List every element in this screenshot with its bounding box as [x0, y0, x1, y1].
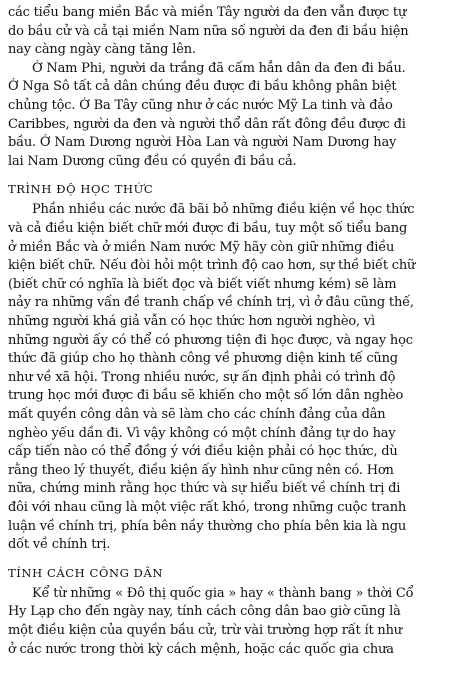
text-line: trung học mới được đi bầu sẽ khiến cho một số lớn dân nghèo [8, 388, 404, 404]
text-line: ở miền Bắc và ở miền Nam nước Mỹ hãy còn giữ những điều [8, 239, 395, 255]
section-heading: TRÌNH ĐỘ HỌC THỨC [8, 182, 154, 197]
text-line: luận về chính trị, phía bên nầy thường cho phía bên kia là ngu [8, 518, 406, 534]
text-line: ở các nước trong thời kỳ cách mệnh, hoặc các quốc gia chưa [8, 641, 394, 657]
paragraph-first-line: Kể từ những « Đô thị quốc gia » hay « thành bang » thời Cổ [32, 585, 414, 601]
text-line: những người khá giả vẫn có học thức hơn người nghèo, vì [8, 314, 375, 329]
paragraph-first-line: Ở Nam Phi, người da trắng đã cấm hẳn dân da đen đi bầu. [32, 60, 406, 76]
text-line: dốt về chính trị. [8, 537, 111, 553]
text-line: (biết chữ có nghĩa là biết đọc và biết viết nhưng kém) sẽ làm [8, 276, 397, 292]
text-line: và cả điều kiện biết chữ mới được đi bầu, tuy một số tiểu bang [8, 221, 408, 236]
text-line: Ở Nga Sô tất cả dân chúng đều được đi bầu không phân biệt [8, 79, 397, 95]
text-line: rằng theo lý thuyết, điều kiện ấy hình như cũng nên có. Hơn [8, 462, 394, 478]
text-line: nay càng ngày càng tăng lên. [8, 42, 196, 58]
text-line: cấp tiến nào có thể đồng ý với điều kiện phải có học thức, dù [8, 444, 398, 460]
text-line: nảy ra những vấn đề tranh chấp về chính trị, vì ở đâu cũng thế, [8, 295, 414, 311]
paragraph-first-line: Phần nhiều các nước đã bãi bỏ những điều kiện về học thức [32, 202, 415, 218]
text-line: mất quyền công dân và sẽ làm cho các chính đảng của dân [8, 407, 386, 422]
text-line: các tiểu bang miền Bắc và miền Tây người da đen vẫn được tự [8, 5, 407, 20]
text-line: bầu. Ở Nam Dương người Hòa Lan và người Nam Dương hay [8, 135, 397, 151]
text-line: Caribbes, người da đen và người thổ dân rất đông đều được đi [8, 116, 406, 132]
text-line: như về xã hội. Trong nhiều nước, sự ấn định phải có trình độ [8, 369, 396, 385]
text-line: nữa, chứng minh rằng học thức và sự hiểu biết về chính trị đi [8, 481, 401, 497]
text-line: thức đã giúp cho họ thành công về phương diện kinh tế cũng [8, 351, 398, 367]
text-line: kiện biết chữ. Nếu đòi hỏi một trình độ cao hơn, sự thề biết chữ [8, 258, 416, 274]
text-line: lai Nam Dương cũng đều có quyền đi bầu cả. [8, 153, 297, 169]
text-line: do bầu cử và cả tại miền Nam nữa số người da đen đi bầu hiện [8, 23, 409, 39]
section-heading: TÍNH CÁCH CÔNG DÂN [8, 565, 164, 580]
text-line: đôi với nhau cũng là một việc rất khó, trong những cuộc tranh [8, 500, 407, 515]
text-line: những người ấy có thể có phương tiện đi học được, và ngay học [8, 332, 413, 348]
text-line: chủng tộc. Ở Ba Tây cũng như ở các nước Mỹ La tinh và đảo [8, 98, 393, 113]
text-line: một điều kiện của quyền bầu cử, trừ vài trường hợp rất ít như [8, 623, 402, 638]
text-line: nghèo yếu dần đi. Vì vậy không có một chính đảng tự do hay [8, 425, 396, 441]
text-line: Hy Lạp cho đến ngày nay, tính cách công dân bao giờ cũng là [8, 604, 401, 620]
